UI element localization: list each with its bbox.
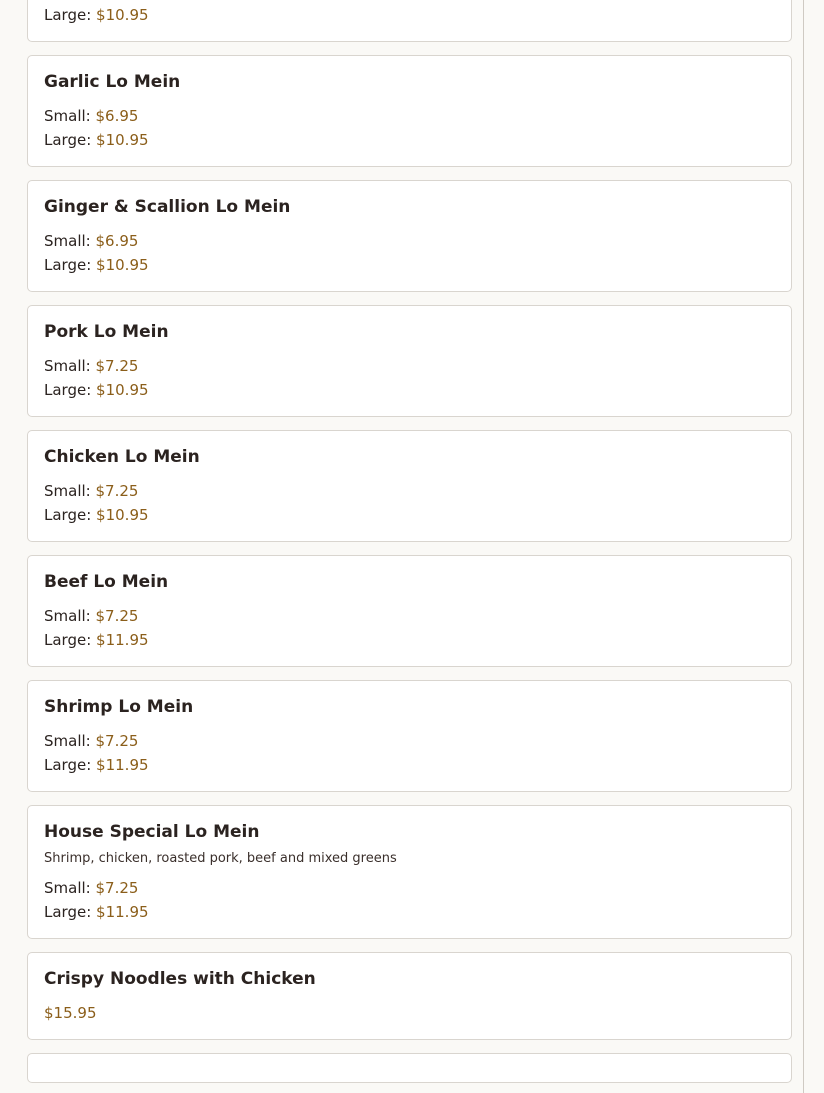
menu-item-description: Shrimp, chicken, roasted pork, beef and mixed greens [44, 851, 397, 866]
price-row [44, 479, 775, 503]
price-row [44, 503, 775, 527]
price-row [44, 900, 775, 924]
menu-item-card[interactable] [27, 680, 792, 792]
price-size-label: Small: [44, 879, 91, 897]
menu-item-name: House Special Lo Mein [44, 822, 260, 842]
menu-item-card[interactable] [27, 305, 792, 417]
price-row [44, 876, 775, 900]
price-size-label: Large: [44, 903, 92, 921]
price-size-label: Large: [44, 756, 92, 774]
menu-item-card[interactable] [27, 952, 792, 1040]
price-value: $11.95 [96, 631, 149, 649]
price-row [44, 104, 775, 128]
price-value: $6.95 [95, 232, 139, 250]
price-value: $7.25 [95, 879, 139, 897]
price-value: $10.95 [96, 6, 149, 24]
price-value: $10.95 [96, 256, 149, 274]
price-size-label: Small: [44, 732, 91, 750]
price-row [44, 253, 775, 277]
menu-item-card[interactable] [27, 1053, 792, 1083]
price-row [44, 229, 775, 253]
scrollbar[interactable] [803, 0, 804, 1093]
menu-item-card[interactable] [27, 805, 792, 939]
menu-item-card[interactable] [27, 55, 792, 167]
price-value: $10.95 [96, 381, 149, 399]
price-row [44, 1001, 775, 1025]
menu-item-name: Crispy Noodles with Chicken [44, 969, 316, 989]
price-value: $6.95 [95, 107, 139, 125]
price-size-label: Small: [44, 357, 91, 375]
price-row [44, 729, 775, 753]
menu-item-name: Pork Lo Mein [44, 322, 169, 342]
price-value: $10.95 [96, 506, 149, 524]
menu-item-card[interactable] [27, 555, 792, 667]
price-value: $7.25 [95, 607, 139, 625]
price-size-label: Large: [44, 381, 92, 399]
price-row [44, 604, 775, 628]
price-size-label: Small: [44, 607, 91, 625]
price-value: $11.95 [96, 903, 149, 921]
menu-item-name: Ginger & Scallion Lo Mein [44, 197, 291, 217]
menu-item-list [27, 0, 792, 1083]
price-row [44, 628, 775, 652]
menu-item-name: Beef Lo Mein [44, 572, 169, 592]
price-size-label: Large: [44, 131, 92, 149]
price-size-label: Small: [44, 482, 91, 500]
price-row [44, 354, 775, 378]
price-row [44, 128, 775, 152]
menu-item-card[interactable] [27, 180, 792, 292]
price-size-label: Small: [44, 232, 91, 250]
price-row [44, 3, 775, 27]
price-size-label: Large: [44, 631, 92, 649]
price-size-label: Small: [44, 107, 91, 125]
menu-item-card[interactable] [27, 0, 792, 42]
price-value: $7.25 [95, 482, 139, 500]
price-size-label: Large: [44, 506, 92, 524]
price-value: $10.95 [96, 131, 149, 149]
menu-item-name: Chicken Lo Mein [44, 447, 200, 467]
price-size-label: Large: [44, 256, 92, 274]
price-value: $15.95 [44, 1004, 97, 1022]
price-row [44, 378, 775, 402]
menu-item-name: Garlic Lo Mein [44, 72, 181, 92]
price-value: $7.25 [95, 732, 139, 750]
menu-item-card[interactable] [27, 430, 792, 542]
price-row [44, 753, 775, 777]
price-value: $11.95 [96, 756, 149, 774]
price-size-label: Large: [44, 6, 92, 24]
price-value: $7.25 [95, 357, 139, 375]
menu-item-name: Shrimp Lo Mein [44, 697, 194, 717]
